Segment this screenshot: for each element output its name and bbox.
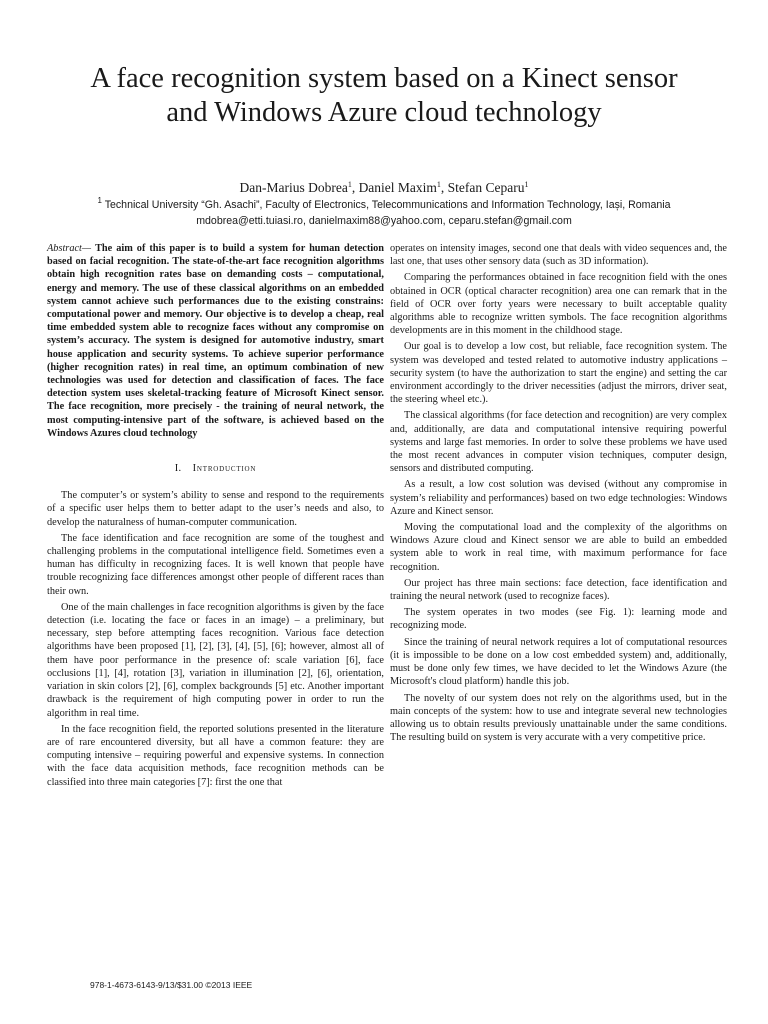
body-paragraph: In the face recognition field, the reported solutions presented in the literature are of rare encountered diversity, but all have a common feature: they are computing intensive – requiring powerful and expensive systems. In connection with the face data acquisition methods, face recognition methods can be classified into three main categories [7]: first the one that	[47, 723, 384, 788]
body-paragraph: Since the training of neural network requires a lot of computational resources (it is impossible to be done on a low cost embedded system) and, additionally, must be done only few times, we have decided to let the Windows Azure (the Microsoft's cloud platform) handle this job.	[390, 636, 727, 688]
abstract-body: The aim of this paper is to build a system for human detection based on facial recognition. The state-of-the-art face recognition algorithms obtain high recognition rates base on demanding costs – computational, energy and memory. The use of these classical algorithms on an embedded system cannot achieve such performances due to the existing constrains: computational power and memory. Our objective is to develop a cheap, real time embedded system able to recognize faces without any compromise on system’s accuracy. The system is designed for automotive industry, smart house application and security systems. To achieve superior performance (higher recognition rates) in real time, an optimum combination of new technologies was used for detection and classification of faces. The face detection system uses skeletal-tracking feature of Microsoft Kinect sensor. The face recognition, more precisely - the training of neural network, the most computing-intensive part of the software, is achieved based on the Windows Azures cloud technology	[47, 243, 384, 439]
body-paragraph: Our goal is to develop a low cost, but reliable, face recognition system. The system was developed and tested related to automotive industry applications – security system (to have the authorization to start the engine) and setting the car environment accordingly to the driver necessities (adjust the mirrors, driver seat, the steering wheel etc.).	[390, 341, 727, 406]
body-paragraph: The novelty of our system does not rely on the algorithms used, but in the main concepts of the system: how to use and integrate several new technologies allowing us to obtain results previously unattainable under the same conditions. The resulting build on system is very accurate with a very competitive price.	[390, 692, 727, 744]
copyright-footer: 978-1-4673-6143-9/13/$31.00 ©2013 IEEE	[90, 980, 253, 990]
body-paragraph: The system operates in two modes (see Fig. 1): learning mode and recognizing mode.	[390, 607, 727, 632]
section-heading-introduction	[47, 462, 384, 475]
abstract	[47, 242, 384, 440]
author-3: Stefan Ceparu	[447, 180, 525, 195]
right-column	[390, 242, 727, 744]
body-paragraph: As a result, a low cost solution was devised (without any compromise in system’s reliability and performances) based on two edge technologies: Windows Azure and Kinect sensor.	[390, 479, 727, 517]
section-number: I.	[174, 463, 182, 475]
body-paragraph: Our project has three main sections: face detection, face identification and training the neural network (used to recognize faces).	[390, 577, 727, 603]
title-line-2: and Windows Azure cloud technology	[166, 97, 602, 128]
author-1-affil-mark: 1	[347, 180, 352, 189]
abstract-label: Abstract—	[47, 243, 92, 254]
affiliation	[30, 197, 738, 213]
affiliation-text: Technical University “Gh. Asachi”, Faculty of Electronics, Telecommunications and Information Technology, Iași, Romania	[104, 199, 671, 211]
body-paragraph: The face identification and face recognition are some of the toughest and challenging problems in the computational intelligence field. Sometimes even a human has difficulty in recognizing faces. It is well known that people have trouble recognizing face differences amongst other people of different races than their own.	[47, 532, 384, 597]
body-paragraph: The computer’s or system’s ability to sense and respond to the requirements of a specific user helps them to better adapt to the user’s needs and also, to develop the naturalness of human-computer communication.	[47, 490, 384, 528]
affiliation-mark: 1	[97, 196, 102, 205]
paper-title	[40, 62, 728, 130]
section-title: Introduction	[192, 463, 257, 475]
author-1: Dan-Marius Dobrea	[239, 180, 348, 195]
author-2-affil-mark: 1	[436, 180, 441, 189]
body-paragraph: The classical algorithms (for face detection and recognition) are very complex and, additionally, are data and computational intensive requiring powerful systems and large fast memories. In order to solve these problems we have used the most recent advances in computer vision techniques, computer design, sensors and distributed computing.	[390, 410, 727, 475]
body-paragraph: One of the main challenges in face recognition algorithms is given by the face detection (i.e. locating the face or faces in an image) – a preliminary, but necessary, step before attempting faces recognition. Various face detection algorithms have been proposed [1], [2], [3], [4], [5], [6]; however, almost all of them have poor performance in the presence of: scale variation [6], face occlusions [1], [4], rotation [3], variation in illumination [2], [6], orientation, variation in skin colors [2], [6], complex backgrounds [5] etc. Another important drawback is the requirement of high computing power in order to run the algorithm in real time.	[47, 601, 384, 719]
author-list: Dan-Marius Dobrea$^1$, Daniel Maxim$^1$, Stefan Ceparu$^1$	[239, 180, 529, 195]
title-line-1: A face recognition system based on a Kinect sensor	[90, 63, 678, 94]
author-emails: mdobrea@etti.tuiasi.ro, danielmaxim88@yahoo.com, ceparu.stefan@gmail.com	[196, 215, 572, 227]
author-3-affil-mark: 1	[524, 180, 529, 189]
author-2: Daniel Maxim	[358, 180, 437, 195]
body-paragraph: operates on intensity images, second one that deals with video sequences and, the last one, that uses other sensory data (such as 3D information).	[390, 243, 727, 268]
body-paragraph: Moving the computational load and the complexity of the algorithms on Windows Azure cloud and Kinect sensor we are able to build an embedded system able to work in real time, with maximum performance for face recognition.	[390, 522, 727, 573]
left-column	[47, 242, 384, 789]
body-paragraph: Comparing the performances obtained in face recognition field with the ones obtained in OCR (optical character recognition) area one can remark that in the field of OCR over forty years were necessary to built acceptable quality algorithms able to recognize written symbols. The face recognition algorithms developments are in this moment in the childhood stage.	[390, 272, 727, 337]
